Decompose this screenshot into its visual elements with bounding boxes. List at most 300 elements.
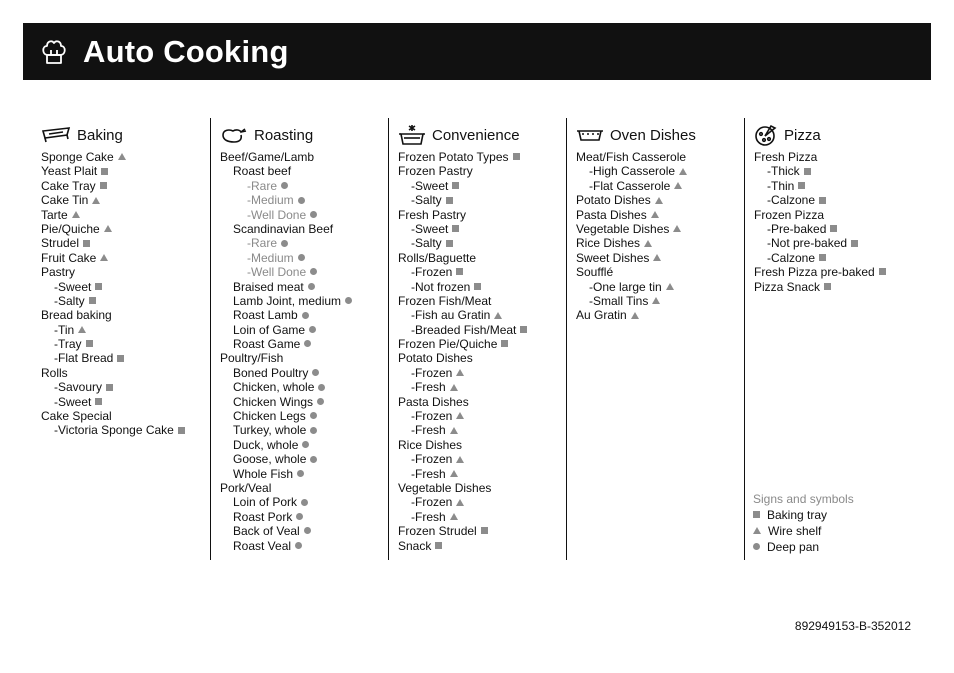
programme-item — [220, 251, 385, 265]
column-header — [576, 122, 696, 148]
wire-shelf-symbol-icon — [655, 197, 663, 204]
programme-item — [220, 452, 385, 466]
programme-item — [220, 236, 385, 250]
programme-item — [220, 150, 385, 164]
programme-label: -Tin — [54, 322, 75, 337]
deep-pan-symbol-icon — [310, 268, 317, 275]
deep-pan-symbol-icon — [302, 312, 309, 319]
programme-item — [754, 251, 925, 265]
baking-tray-symbol-icon — [753, 511, 760, 518]
column-header — [754, 122, 821, 148]
programme-label: -Medium — [247, 250, 294, 265]
baking-tray-symbol-icon — [481, 527, 488, 534]
programme-label: Bread baking — [41, 308, 112, 323]
programme-item — [576, 193, 741, 207]
programme-item — [398, 193, 563, 207]
programme-label: -Salty — [411, 236, 442, 251]
item-list — [754, 150, 925, 294]
baking-tray-symbol-icon — [452, 182, 459, 189]
programme-label: Pastry — [41, 265, 76, 280]
programme-label: -High Casserole — [589, 164, 676, 179]
programme-label: Lamb Joint, medium — [233, 293, 342, 308]
programme-label: Turkey, whole — [233, 423, 307, 438]
chef-hat-icon — [41, 38, 67, 66]
page-header — [23, 23, 931, 80]
programme-label: Potato Dishes — [398, 351, 473, 366]
legend-label: Baking tray — [767, 508, 828, 522]
programme-item — [41, 265, 206, 279]
programme-label: Beef/Game/Lamb — [220, 150, 315, 164]
programme-item — [576, 294, 741, 308]
programme-item — [398, 380, 563, 394]
programme-item — [41, 308, 206, 322]
programme-label: Fresh Pizza — [754, 150, 818, 164]
baking-tray-symbol-icon — [83, 240, 90, 247]
legend-item — [753, 539, 854, 555]
programme-item — [398, 222, 563, 236]
programme-label: -One large tin — [589, 279, 662, 294]
programme-item — [398, 395, 563, 409]
programme-item — [398, 323, 563, 337]
programme-item — [754, 179, 925, 193]
programme-label: Roast Pork — [233, 509, 293, 524]
pizza-icon — [754, 124, 778, 146]
programme-item — [754, 265, 925, 279]
column-oven-dishes — [566, 118, 741, 560]
column-baking — [41, 118, 206, 560]
programme-label: Poultry/Fish — [220, 351, 284, 366]
frozen-food-icon — [398, 124, 426, 146]
programme-label: -Frozen — [411, 265, 453, 280]
programme-label: -Rare — [247, 236, 278, 251]
programme-item — [754, 164, 925, 178]
wire-shelf-symbol-icon — [92, 197, 100, 204]
baking-tray-symbol-icon — [435, 542, 442, 549]
programme-item — [41, 380, 206, 394]
programme-label: Sweet Dishes — [576, 250, 650, 265]
programme-label: -Frozen — [411, 365, 453, 380]
programme-item — [398, 539, 563, 553]
programme-item — [398, 423, 563, 437]
programme-item — [576, 251, 741, 265]
programme-label: Pizza Snack — [754, 279, 821, 294]
programme-label: Back of Veal — [233, 524, 300, 539]
baking-tray-symbol-icon — [446, 240, 453, 247]
programme-label: Pasta Dishes — [576, 207, 647, 222]
deep-pan-symbol-icon — [753, 543, 760, 550]
column-header — [220, 122, 313, 148]
programme-item — [220, 164, 385, 178]
programme-label: -Flat Casserole — [589, 178, 671, 193]
programme-item — [754, 236, 925, 250]
baking-tray-symbol-icon — [819, 254, 826, 261]
baking-tray-symbol-icon — [452, 225, 459, 232]
wire-shelf-symbol-icon — [631, 312, 639, 319]
programme-label: -Victoria Sponge Cake — [54, 423, 174, 438]
programme-label: Pasta Dishes — [398, 394, 469, 409]
baking-tray-symbol-icon — [117, 355, 124, 362]
programme-item — [398, 366, 563, 380]
programme-item — [754, 208, 925, 222]
programme-label: Scandinavian Beef — [233, 221, 334, 236]
programme-label: Pie/Quiche — [41, 221, 100, 236]
deep-pan-symbol-icon — [296, 513, 303, 520]
baking-tray-symbol-icon — [89, 297, 96, 304]
deep-pan-symbol-icon — [297, 470, 304, 477]
baking-tray-icon — [41, 126, 71, 144]
programme-label: -Not pre-baked — [767, 236, 848, 251]
programme-label: Vegetable Dishes — [576, 221, 670, 236]
programme-label: -Fresh — [411, 509, 446, 524]
wire-shelf-symbol-icon — [72, 211, 80, 218]
programme-label: -Tray — [54, 337, 82, 352]
deep-pan-symbol-icon — [281, 240, 288, 247]
programme-label: Meat/Fish Casserole — [576, 150, 687, 164]
programme-label: Rolls/Baguette — [398, 250, 477, 265]
programme-item — [398, 438, 563, 452]
programme-item — [220, 481, 385, 495]
programme-item — [398, 481, 563, 495]
programme-item — [398, 208, 563, 222]
programme-label: -Salty — [54, 293, 85, 308]
programme-label: Roast Veal — [233, 538, 292, 553]
deep-pan-symbol-icon — [304, 340, 311, 347]
programme-label: Boned Poultry — [233, 365, 309, 380]
baking-tray-symbol-icon — [824, 283, 831, 290]
programme-item — [41, 294, 206, 308]
baking-tray-symbol-icon — [798, 182, 805, 189]
programme-label: -Sweet — [411, 221, 449, 236]
column-title: Convenience — [432, 126, 520, 144]
programme-item — [220, 409, 385, 423]
symbols-legend — [753, 491, 854, 555]
programme-label: -Well Done — [247, 207, 307, 222]
item-list — [41, 150, 206, 438]
programme-item — [41, 222, 206, 236]
programme-label: -Sweet — [411, 178, 449, 193]
programme-item — [41, 193, 206, 207]
programme-label: Fresh Pizza pre-baked — [754, 265, 875, 280]
deep-pan-symbol-icon — [317, 398, 324, 405]
programme-item — [398, 452, 563, 466]
programme-label: Braised meat — [233, 279, 304, 294]
programme-item — [398, 351, 563, 365]
column-title: Baking — [77, 126, 123, 144]
programme-label: Whole Fish — [233, 466, 294, 481]
programme-item — [41, 150, 206, 164]
baking-tray-symbol-icon — [819, 197, 826, 204]
column-title: Pizza — [784, 126, 821, 144]
programme-item — [220, 495, 385, 509]
programme-item — [220, 524, 385, 538]
programme-label: Pork/Veal — [220, 480, 272, 495]
wire-shelf-symbol-icon — [644, 240, 652, 247]
programme-item — [576, 222, 741, 236]
programme-item — [220, 438, 385, 452]
programme-item — [576, 308, 741, 322]
programme-item — [398, 236, 563, 250]
wire-shelf-symbol-icon — [456, 369, 464, 376]
deep-pan-symbol-icon — [302, 441, 309, 448]
programme-label: Loin of Game — [233, 322, 306, 337]
programme-item — [576, 208, 741, 222]
programme-label: Roast beef — [233, 164, 292, 179]
baking-tray-symbol-icon — [830, 225, 837, 232]
baking-tray-symbol-icon — [95, 283, 102, 290]
wire-shelf-symbol-icon — [104, 225, 112, 232]
baking-tray-symbol-icon — [456, 268, 463, 275]
programme-item — [41, 164, 206, 178]
programme-item — [220, 539, 385, 553]
legend-item — [753, 507, 854, 523]
programme-label: -Fresh — [411, 380, 446, 395]
baking-tray-symbol-icon — [513, 153, 520, 160]
deep-pan-symbol-icon — [345, 297, 352, 304]
programme-item — [754, 280, 925, 294]
programme-item — [41, 236, 206, 250]
baking-tray-symbol-icon — [879, 268, 886, 275]
programme-label: Roast Game — [233, 337, 301, 352]
programme-item — [220, 280, 385, 294]
programme-label: -Thick — [767, 164, 800, 179]
programme-label: Au Gratin — [576, 308, 627, 323]
programme-item — [398, 337, 563, 351]
programme-item — [398, 467, 563, 481]
programme-label: -Pre-baked — [767, 221, 827, 236]
deep-pan-symbol-icon — [310, 427, 317, 434]
column-header — [398, 122, 520, 148]
programme-item — [220, 366, 385, 380]
programme-label: -Calzone — [767, 250, 816, 265]
baking-tray-symbol-icon — [178, 427, 185, 434]
legend-label: Deep pan — [767, 540, 820, 554]
programme-label: Frozen Pizza — [754, 207, 825, 222]
wire-shelf-symbol-icon — [494, 312, 502, 319]
programme-item — [754, 222, 925, 236]
column-convenience — [388, 118, 563, 560]
programme-label: -Sweet — [54, 279, 92, 294]
wire-shelf-symbol-icon — [753, 527, 761, 534]
programme-label: -Not frozen — [411, 279, 471, 294]
programme-label: Frozen Strudel — [398, 524, 477, 539]
baking-tray-symbol-icon — [100, 182, 107, 189]
programme-item — [41, 423, 206, 437]
deep-pan-symbol-icon — [295, 542, 302, 549]
baking-tray-symbol-icon — [86, 340, 93, 347]
programme-item — [220, 395, 385, 409]
wire-shelf-symbol-icon — [652, 297, 660, 304]
programme-label: Cake Tray — [41, 178, 96, 193]
programme-item — [220, 222, 385, 236]
programme-item — [220, 351, 385, 365]
baking-tray-symbol-icon — [446, 197, 453, 204]
column-title: Roasting — [254, 126, 314, 144]
programme-item — [220, 193, 385, 207]
document-id: 892949153-B-352012 — [794, 619, 911, 633]
programme-label: Cake Special — [41, 409, 112, 424]
wire-shelf-symbol-icon — [450, 384, 458, 391]
programme-label: -Sweet — [54, 394, 92, 409]
programme-label: Chicken Wings — [233, 394, 314, 409]
programme-item — [398, 280, 563, 294]
programme-label: -Flat Bread — [54, 351, 114, 366]
programme-label: Fresh Pastry — [398, 207, 467, 222]
programme-label: Frozen Pastry — [398, 164, 473, 179]
programme-item — [576, 150, 741, 164]
programme-label: -Small Tins — [589, 293, 649, 308]
wire-shelf-symbol-icon — [456, 412, 464, 419]
deep-pan-symbol-icon — [310, 456, 317, 463]
programme-label: Frozen Potato Types — [398, 150, 509, 164]
wire-shelf-symbol-icon — [450, 427, 458, 434]
deep-pan-symbol-icon — [298, 197, 305, 204]
page-title: Auto Cooking — [83, 33, 289, 69]
programme-label: -Rare — [247, 178, 278, 193]
wire-shelf-symbol-icon — [450, 513, 458, 520]
programme-label: Cake Tin — [41, 193, 89, 208]
programme-label: -Frozen — [411, 452, 453, 467]
programme-label: Fruit Cake — [41, 250, 97, 265]
programme-label: Vegetable Dishes — [398, 480, 492, 495]
programme-label: Duck, whole — [233, 437, 299, 452]
programme-item — [398, 409, 563, 423]
programme-item — [576, 265, 741, 279]
programme-item — [41, 251, 206, 265]
programme-label: Rolls — [41, 365, 68, 380]
deep-pan-symbol-icon — [301, 499, 308, 506]
programme-item — [41, 280, 206, 294]
programme-label: Chicken Legs — [233, 409, 306, 424]
wire-shelf-symbol-icon — [78, 326, 86, 333]
programme-label: Chicken, whole — [233, 380, 315, 395]
programme-label: -Fish au Gratin — [411, 308, 491, 323]
baking-tray-symbol-icon — [95, 398, 102, 405]
programme-label: Rice Dishes — [398, 437, 463, 452]
programme-item — [220, 380, 385, 394]
column-header — [41, 122, 123, 148]
wire-shelf-symbol-icon — [651, 211, 659, 218]
programme-item — [576, 280, 741, 294]
programme-item — [754, 193, 925, 207]
programme-item — [398, 308, 563, 322]
programme-item — [398, 150, 563, 164]
baking-tray-symbol-icon — [101, 168, 108, 175]
deep-pan-symbol-icon — [304, 527, 311, 534]
legend-label: Wire shelf — [768, 524, 822, 538]
programme-item — [41, 395, 206, 409]
legend-title: Signs and symbols — [753, 492, 854, 506]
programme-label: -Fresh — [411, 423, 446, 438]
roast-chicken-icon — [220, 126, 248, 144]
programme-label: -Frozen — [411, 409, 453, 424]
programme-label: Snack — [398, 538, 432, 553]
baking-tray-symbol-icon — [804, 168, 811, 175]
programme-item — [220, 179, 385, 193]
programme-label: Yeast Plait — [41, 164, 98, 179]
deep-pan-symbol-icon — [281, 182, 288, 189]
programme-item — [220, 510, 385, 524]
programme-label: Goose, whole — [233, 452, 307, 467]
programme-item — [220, 423, 385, 437]
programme-label: Sponge Cake — [41, 150, 114, 164]
programme-label: Potato Dishes — [576, 193, 651, 208]
deep-pan-symbol-icon — [309, 326, 316, 333]
deep-pan-symbol-icon — [310, 211, 317, 218]
programme-item — [41, 337, 206, 351]
programme-item — [576, 179, 741, 193]
wire-shelf-symbol-icon — [679, 168, 687, 175]
column-title: Oven Dishes — [610, 126, 696, 144]
programme-label: Loin of Pork — [233, 495, 298, 510]
programme-label: Soufflé — [576, 265, 614, 280]
programme-item — [398, 179, 563, 193]
item-list — [220, 150, 385, 553]
wire-shelf-symbol-icon — [653, 254, 661, 261]
programme-item — [398, 251, 563, 265]
programme-item — [398, 294, 563, 308]
programme-item — [41, 179, 206, 193]
baking-tray-symbol-icon — [520, 326, 527, 333]
programme-label: Frozen Fish/Meat — [398, 293, 492, 308]
baking-tray-symbol-icon — [474, 283, 481, 290]
programme-label: Frozen Pie/Quiche — [398, 337, 498, 352]
programme-label: -Well Done — [247, 265, 307, 280]
programme-item — [576, 236, 741, 250]
deep-pan-symbol-icon — [298, 254, 305, 261]
programme-label: -Savoury — [54, 380, 103, 395]
wire-shelf-symbol-icon — [100, 254, 108, 261]
programme-label: Rice Dishes — [576, 236, 641, 251]
programme-label: Tarte — [41, 207, 68, 222]
programme-item — [220, 308, 385, 322]
programme-item — [576, 164, 741, 178]
programme-label: -Salty — [411, 193, 442, 208]
legend-item — [753, 523, 854, 539]
programme-item — [220, 467, 385, 481]
programme-label: -Medium — [247, 193, 294, 208]
programme-label: Strudel — [41, 236, 80, 251]
deep-pan-symbol-icon — [310, 412, 317, 419]
baking-tray-symbol-icon — [106, 384, 113, 391]
programme-label: Roast Lamb — [233, 308, 298, 323]
programme-label: -Breaded Fish/Meat — [411, 322, 517, 337]
programme-item — [398, 510, 563, 524]
deep-pan-symbol-icon — [308, 283, 315, 290]
wire-shelf-symbol-icon — [450, 470, 458, 477]
programme-item — [41, 366, 206, 380]
programme-item — [220, 265, 385, 279]
programme-label: -Calzone — [767, 193, 816, 208]
programme-item — [398, 265, 563, 279]
programme-item — [41, 351, 206, 365]
wire-shelf-symbol-icon — [666, 283, 674, 290]
programme-item — [220, 337, 385, 351]
programme-label: -Frozen — [411, 495, 453, 510]
programme-item — [41, 323, 206, 337]
programme-label: -Fresh — [411, 466, 446, 481]
programme-item — [41, 409, 206, 423]
deep-pan-symbol-icon — [312, 369, 319, 376]
wire-shelf-symbol-icon — [456, 456, 464, 463]
programme-item — [754, 150, 925, 164]
programme-item — [220, 208, 385, 222]
baking-tray-symbol-icon — [851, 240, 858, 247]
casserole-dish-icon — [576, 127, 604, 143]
wire-shelf-symbol-icon — [674, 182, 682, 189]
programme-item — [398, 164, 563, 178]
programme-item — [398, 495, 563, 509]
programme-label: -Thin — [767, 178, 795, 193]
